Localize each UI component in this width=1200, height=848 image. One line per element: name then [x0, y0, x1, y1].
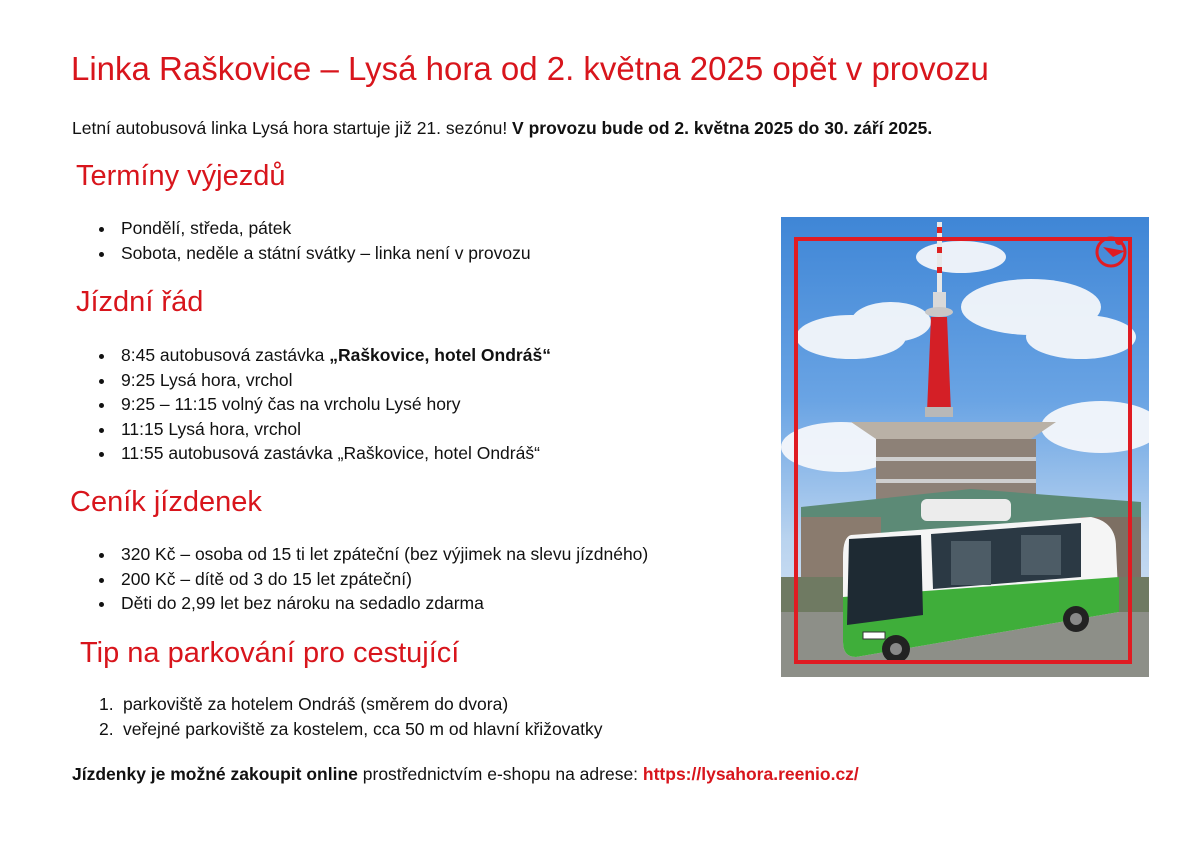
- list-text: veřejné parkoviště za kostelem, cca 50 m od hlavní křižovatky: [123, 718, 603, 739]
- list-item: 320 Kč – osoba od 15 ti let zpáteční (bez výjimek na slevu jízdného): [97, 542, 648, 567]
- heading-terminy: Termíny výjezdů: [76, 160, 286, 192]
- footer-bold: Jízdenky je možné zakoupit online: [72, 764, 358, 784]
- heading-jizdni-rad: Jízdní řád: [76, 286, 204, 318]
- list-number: 2.: [99, 718, 114, 739]
- cenik-list: [97, 542, 648, 616]
- list-item-prefix: 8:45 autobusová zastávka: [121, 345, 330, 365]
- page-title: Linka Raškovice – Lysá hora od 2. května 2025 opět v provozu: [71, 50, 989, 87]
- list-item: Sobota, neděle a státní svátky – linka není v provozu: [97, 241, 531, 266]
- footer-normal: prostřednictvím e-shopu na adrese:: [357, 764, 643, 784]
- eshop-link[interactable]: https://lysahora.reenio.cz/: [642, 764, 859, 784]
- list-item: Děti do 2,99 let bez nároku na sedadlo zdarma: [97, 591, 648, 616]
- list-item-bold: „Raškovice, hotel Ondráš“: [329, 345, 551, 365]
- heading-cenik: Ceník jízdenek: [70, 486, 262, 518]
- list-item: 9:25 Lysá hora, vrchol: [97, 368, 551, 393]
- list-item: [97, 717, 603, 742]
- intro-bold: V provozu bude od 2. května 2025 do 30. září 2025.: [512, 118, 933, 138]
- photo-frame: [794, 237, 1132, 664]
- heading-parkovani: Tip na parkování pro cestující: [80, 637, 460, 669]
- photo-lysa-hora-bus: [781, 217, 1149, 677]
- list-item: [97, 343, 551, 368]
- footer-text: [72, 764, 859, 785]
- intro-text: [72, 118, 932, 139]
- list-item: 9:25 – 11:15 volný čas na vrcholu Lysé hory: [97, 392, 551, 417]
- list-item: 200 Kč – dítě od 3 do 15 let zpáteční): [97, 567, 648, 592]
- terminy-list: [97, 216, 531, 265]
- list-item: Pondělí, středa, pátek: [97, 216, 531, 241]
- list-item: 11:55 autobusová zastávka „Raškovice, hotel Ondráš“: [97, 441, 551, 466]
- intro-normal: Letní autobusová linka Lysá hora startuje již 21. sezónu!: [72, 118, 513, 138]
- parkovani-list: [97, 692, 603, 741]
- jizdni-rad-list: [97, 343, 551, 466]
- list-item: 11:15 Lysá hora, vrchol: [97, 417, 551, 442]
- list-item: [97, 692, 603, 717]
- list-number: 1.: [99, 694, 114, 714]
- list-text: parkoviště za hotelem Ondráš (směrem do dvora): [123, 694, 509, 714]
